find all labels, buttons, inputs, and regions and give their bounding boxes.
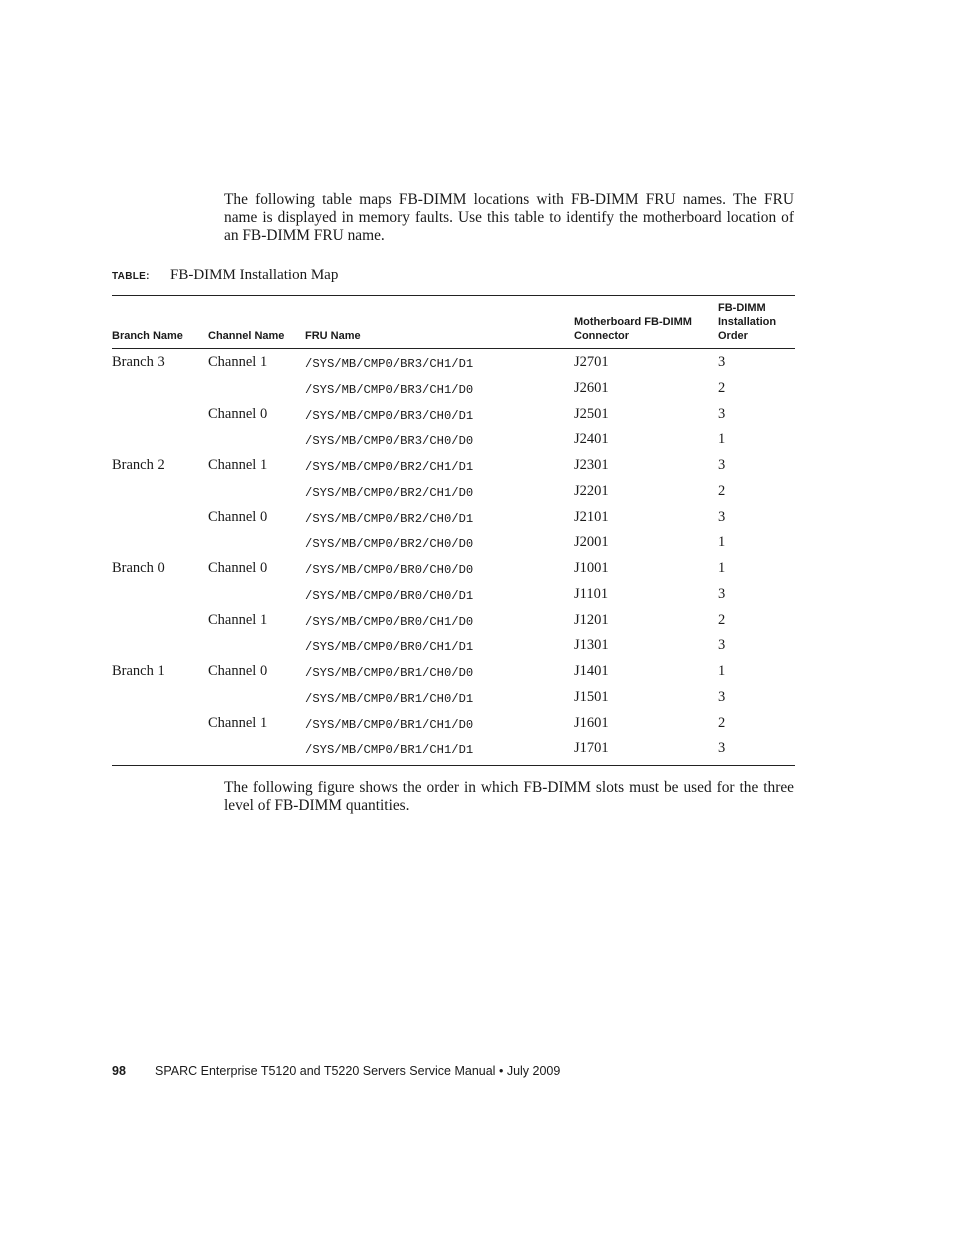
header-order-line1: FB-DIMM (718, 302, 766, 314)
table-row (112, 505, 795, 531)
cell-connector: J2301 (574, 457, 609, 473)
table-row (112, 530, 795, 556)
header-order-line3: Order (718, 330, 748, 342)
table-row (112, 582, 795, 608)
cell-installation-order: 3 (718, 637, 726, 654)
fbdimm-installation-table (112, 295, 795, 766)
cell-fru-name: /SYS/MB/CMP0/BR1/CH0/D1 (305, 691, 474, 706)
table-caption-title: FB-DIMM Installation Map (170, 267, 339, 283)
header-fru-name: FRU Name (305, 330, 361, 342)
cell-channel-name: Channel 0 (208, 508, 268, 525)
cell-installation-order: 1 (718, 534, 726, 551)
cell-channel-name: Channel 1 (208, 457, 268, 473)
cell-branch-name: Branch 0 (112, 560, 165, 576)
cell-fru-name: /SYS/MB/CMP0/BR0/CH1/D0 (305, 614, 474, 629)
cell-installation-order: 3 (718, 508, 726, 525)
cell-connector: J1101 (574, 585, 609, 602)
cell-connector: J2601 (574, 379, 609, 396)
header-channel-name: Channel Name (208, 330, 285, 342)
intro-paragraph: The following table maps FB-DIMM locations with FB-DIMM FRU names. The FRU name is displayed in memory faults. Use this table to identify the motherboard location of an FB-DIMM FRU name. (224, 191, 794, 245)
table-row (112, 736, 795, 762)
footer-date: July 2009 (506, 1064, 561, 1078)
cell-channel-name: Channel 1 (208, 611, 268, 628)
header-branch-name: Branch Name (112, 330, 183, 342)
cell-channel-name: Channel 1 (208, 354, 268, 370)
cell-fru-name: /SYS/MB/CMP0/BR1/CH0/D0 (305, 666, 474, 680)
table-row (112, 633, 795, 659)
cell-channel-name: Channel 0 (208, 560, 268, 576)
cell-installation-order: 3 (718, 585, 726, 602)
cell-connector: J1001 (574, 560, 609, 576)
cell-installation-order: 1 (718, 431, 726, 448)
table-caption (112, 267, 338, 284)
page-number: 98 (112, 1064, 126, 1078)
header-order-line2: Installation (718, 316, 777, 328)
cell-channel-name: Channel 1 (208, 714, 268, 731)
cell-fru-name: /SYS/MB/CMP0/BR2/CH1/D1 (305, 460, 474, 474)
cell-branch-name: Branch 1 (112, 663, 165, 679)
cell-connector: J2501 (574, 405, 609, 422)
table-row (112, 711, 795, 737)
footer-separator: • (498, 1064, 504, 1078)
cell-fru-name: /SYS/MB/CMP0/BR0/CH0/D0 (305, 563, 474, 577)
outro-paragraph: The following figure shows the order in which FB-DIMM slots must be used for the three level of FB-DIMM quantities. (224, 779, 794, 815)
cell-installation-order: 3 (718, 457, 726, 473)
cell-installation-order: 3 (718, 740, 726, 757)
cell-fru-name: /SYS/MB/CMP0/BR3/CH0/D1 (305, 408, 474, 423)
table-row (112, 479, 795, 505)
cell-fru-name: /SYS/MB/CMP0/BR3/CH0/D0 (305, 434, 474, 449)
table-row (112, 659, 795, 685)
cell-installation-order: 3 (718, 405, 726, 422)
cell-connector: J2201 (574, 482, 609, 499)
cell-installation-order: 1 (718, 663, 726, 679)
table-row (112, 453, 795, 479)
cell-fru-name: /SYS/MB/CMP0/BR3/CH1/D0 (305, 382, 474, 397)
cell-connector: J2401 (574, 431, 609, 448)
table-row (112, 685, 795, 711)
cell-fru-name: /SYS/MB/CMP0/BR1/CH1/D1 (305, 743, 474, 758)
cell-fru-name: /SYS/MB/CMP0/BR2/CH0/D1 (305, 511, 474, 526)
cell-branch-name: Branch 2 (112, 457, 165, 473)
cell-connector: J2101 (574, 508, 609, 525)
footer-title: SPARC Enterprise T5120 and T5220 Servers Service Manual (155, 1064, 496, 1078)
table-row (112, 350, 795, 376)
cell-installation-order: 3 (718, 354, 726, 370)
cell-connector: J2001 (574, 534, 609, 551)
header-motherboard-connector (574, 315, 692, 343)
header-installation-order (718, 301, 776, 343)
cell-fru-name: /SYS/MB/CMP0/BR1/CH1/D0 (305, 717, 474, 732)
cell-connector: J1301 (574, 637, 609, 654)
cell-installation-order: 1 (718, 560, 726, 576)
cell-connector: J1501 (574, 688, 609, 705)
cell-connector: J2701 (574, 354, 609, 370)
cell-fru-name: /SYS/MB/CMP0/BR3/CH1/D1 (305, 357, 474, 371)
cell-connector: J1201 (574, 611, 609, 628)
cell-fru-name: /SYS/MB/CMP0/BR2/CH1/D0 (305, 485, 474, 500)
table-body (112, 349, 795, 765)
cell-fru-name: /SYS/MB/CMP0/BR0/CH0/D1 (305, 588, 474, 603)
table-row (112, 376, 795, 402)
table-row (112, 402, 795, 428)
cell-channel-name: Channel 0 (208, 405, 268, 422)
table-caption-label: TABLE: (112, 271, 150, 282)
page-footer (112, 1064, 560, 1078)
cell-installation-order: 2 (718, 482, 726, 499)
cell-connector: J1601 (574, 714, 609, 731)
table-header-row (112, 296, 795, 349)
cell-installation-order: 2 (718, 714, 726, 731)
cell-connector: J1701 (574, 740, 609, 757)
cell-branch-name: Branch 3 (112, 354, 165, 370)
cell-channel-name: Channel 0 (208, 663, 268, 679)
cell-fru-name: /SYS/MB/CMP0/BR2/CH0/D0 (305, 537, 474, 552)
cell-installation-order: 3 (718, 688, 726, 705)
cell-fru-name: /SYS/MB/CMP0/BR0/CH1/D1 (305, 640, 474, 655)
table-row (112, 608, 795, 634)
header-connector-line1: Motherboard FB-DIMM (574, 316, 692, 328)
table-row (112, 427, 795, 453)
table-row (112, 556, 795, 582)
cell-installation-order: 2 (718, 379, 726, 396)
cell-installation-order: 2 (718, 611, 726, 628)
cell-connector: J1401 (574, 663, 609, 679)
header-connector-line2: Connector (574, 330, 629, 342)
